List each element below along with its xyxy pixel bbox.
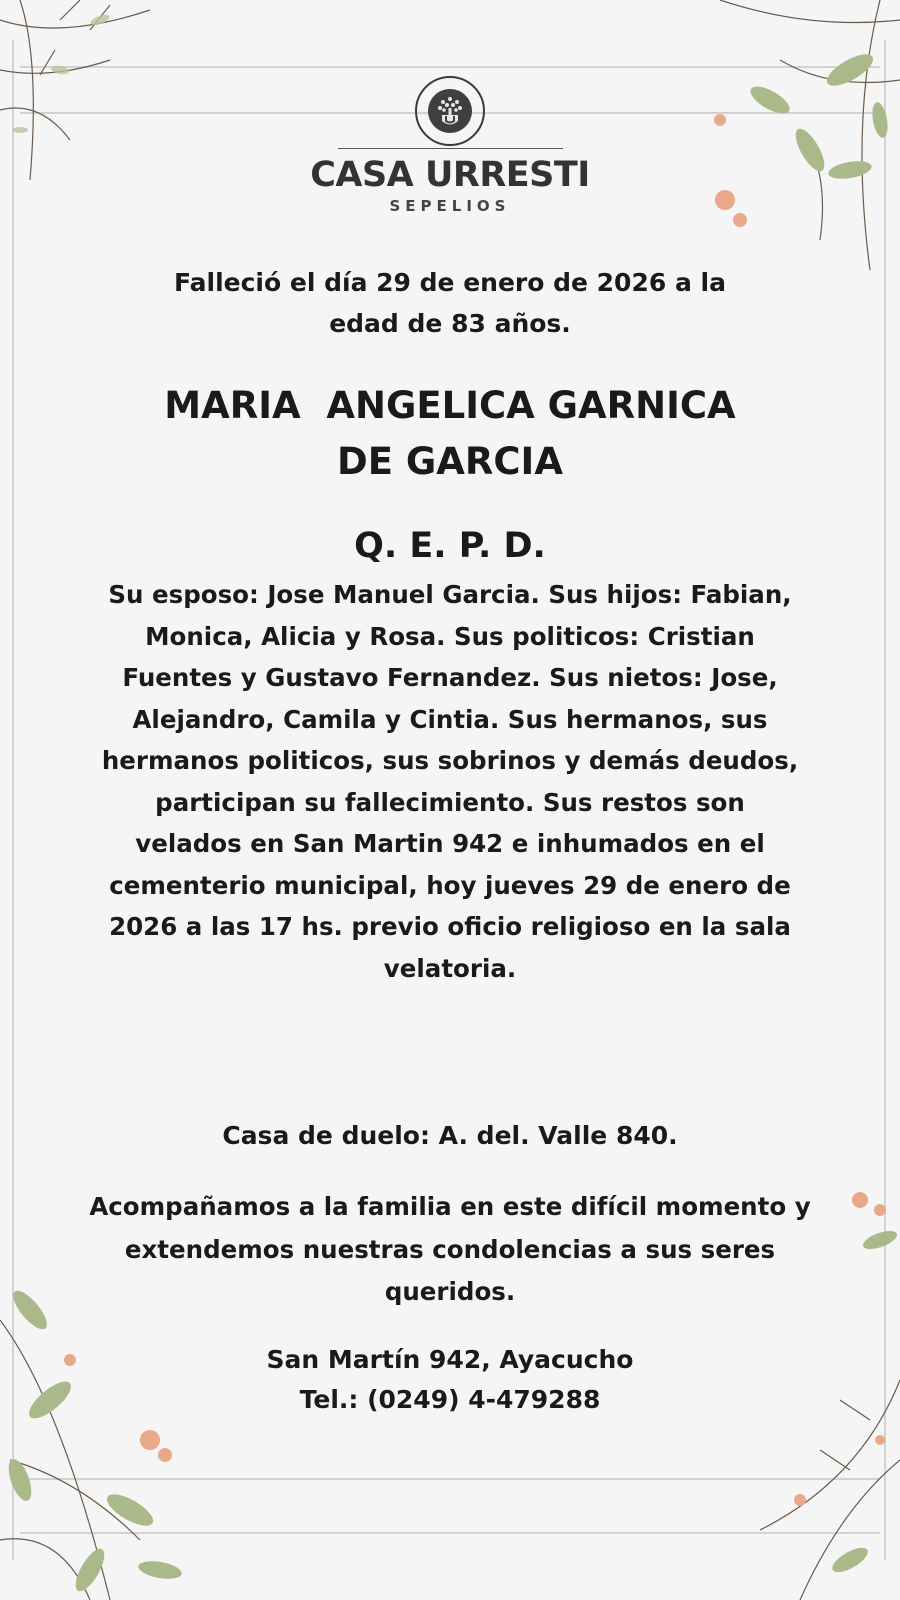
tree-shield-icon — [415, 76, 485, 146]
condolences-text: Acompañamos a la familia en este difícil momento y extendemos nuestras condolencias a sus seres queridos. — [89, 1192, 811, 1306]
qepd-text: Q. E. P. D. — [354, 526, 546, 566]
floral-decoration-bottom-left — [0, 1280, 210, 1600]
casa-de-duelo: Casa de duelo: A. del. Valle 840. — [222, 1121, 678, 1150]
contact-phone: Tel.: (0249) 4-479288 — [299, 1385, 601, 1414]
contact-info — [0, 1340, 900, 1420]
brand-name: CASA URRESTI — [310, 155, 590, 195]
death-date-text: Falleció el día 29 de enero de 2026 a la edad de 83 años. — [174, 268, 726, 338]
deceased-name-line1: MARIA ANGELICA GARNICA — [164, 384, 736, 427]
logo-divider — [338, 148, 563, 149]
deceased-name-line2: DE GARCIA — [337, 440, 563, 483]
obituary-body: Su esposo: Jose Manuel Garcia. Sus hijos: Fabian, Monica, Alicia y Rosa. Sus politicos: Cristian Fuentes y Gustavo Fernandez. Sus nietos: Jose, Alejandro, Camila y Cintia. Sus hermanos, sus hermanos politicos, sus sobrinos y demás deudos, participan su fallecimiento. Sus restos son velados en San Martin 942 e inhumados en el cementerio municipal, hoy jueves 29 de enero de 2026 a las 17 hs. previo oficio religioso en la sala velatoria. — [101, 580, 799, 983]
brand-subtitle: SEPELIOS — [389, 197, 511, 215]
contact-address: San Martín 942, Ayacucho — [266, 1345, 634, 1374]
deceased-name — [0, 378, 900, 490]
brand-logo — [0, 76, 900, 215]
